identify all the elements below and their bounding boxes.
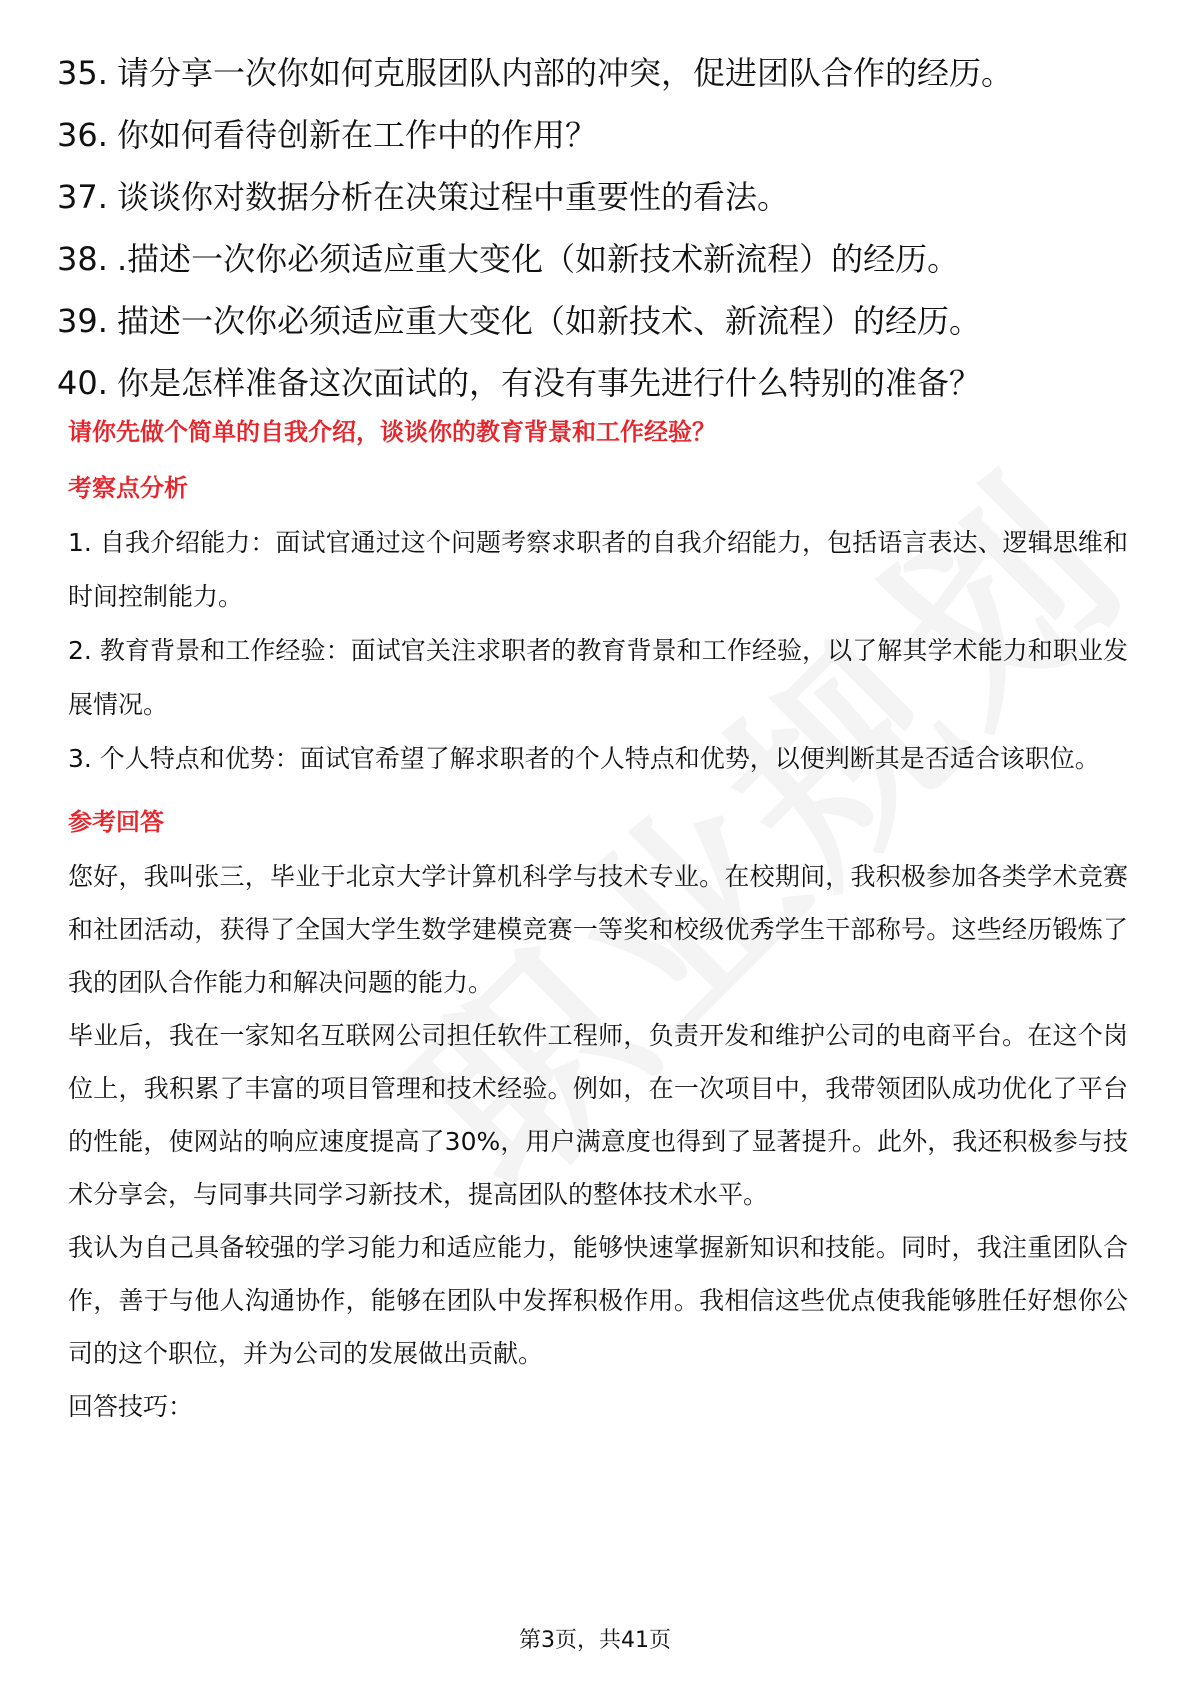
question-item xyxy=(57,42,1137,104)
question-number: 36. xyxy=(57,116,108,154)
question-number: 37. xyxy=(57,178,108,216)
question-number: 39. xyxy=(57,302,108,340)
question-number: 40. xyxy=(57,364,108,402)
question-item xyxy=(57,290,1137,352)
page-number: 第3页，共41页 xyxy=(519,1628,671,1653)
answer-section xyxy=(68,404,1128,1433)
answer-heading: 参考回答 xyxy=(68,808,164,836)
question-list xyxy=(57,42,1137,414)
interview-question-title: 请你先做个简单的自我介绍，谈谈你的教育背景和工作经验？ xyxy=(68,418,716,446)
question-item xyxy=(57,228,1137,290)
answer-paragraph: 毕业后，我在一家知名互联网公司担任软件工程师，负责开发和维护公司的电商平台。在这个岗位上，我积累了丰富的项目管理和技术经验。例如，在一次项目中，我带领团队成功优化了平台的性能，使网站的响应速度提高了30%，用户满意度也得到了显著提升。此外，我还积极参与技术分享会，与同事共同学习新技术，提高团队的整体技术水平。 xyxy=(68,1021,1128,1209)
question-text: .描述一次你必须适应重大变化（如新技术新流程）的经历。 xyxy=(117,240,960,278)
question-text: 请分享一次你如何克服团队内部的冲突，促进团队合作的经历。 xyxy=(117,54,1014,92)
question-number: 35. xyxy=(57,54,108,92)
answer-paragraph: 我认为自己具备较强的学习能力和适应能力，能够快速掌握新知识和技能。同时，我注重团队合作，善于与他人沟通协作，能够在团队中发挥积极作用。我相信这些优点使我能够胜任好想你公司的这个职位，并为公司的发展做出贡献。 xyxy=(68,1233,1128,1368)
analysis-point: 3. 个人特点和优势：面试官希望了解求职者的个人特点和优势，以便判断其是否适合该职位。 xyxy=(68,744,1100,773)
question-text: 你是怎样准备这次面试的，有没有事先进行什么特别的准备？ xyxy=(117,364,982,402)
question-text: 描述一次你必须适应重大变化（如新技术、新流程）的经历。 xyxy=(117,302,982,340)
analysis-heading: 考察点分析 xyxy=(68,474,188,502)
answer-paragraph: 您好，我叫张三，毕业于北京大学计算机科学与技术专业。在校期间，我积极参加各类学术竞赛和社团活动，获得了全国大学生数学建模竞赛一等奖和校级优秀学生干部称号。这些经历锻炼了我的团队合作能力和解决问题的能力。 xyxy=(68,862,1128,997)
question-text: 谈谈你对数据分析在决策过程中重要性的看法。 xyxy=(117,178,790,216)
question-number: 38. xyxy=(57,240,108,278)
question-item xyxy=(57,104,1137,166)
analysis-point: 1. 自我介绍能力：面试官通过这个问题考察求职者的自我介绍能力，包括语言表达、逻辑思维和时间控制能力。 xyxy=(68,528,1128,611)
tips-label: 回答技巧： xyxy=(68,1392,194,1421)
question-item xyxy=(57,166,1137,228)
question-text: 你如何看待创新在工作中的作用？ xyxy=(117,116,598,154)
analysis-point: 2. 教育背景和工作经验：面试官关注求职者的教育背景和工作经验，以了解其学术能力和职业发展情况。 xyxy=(68,636,1128,719)
